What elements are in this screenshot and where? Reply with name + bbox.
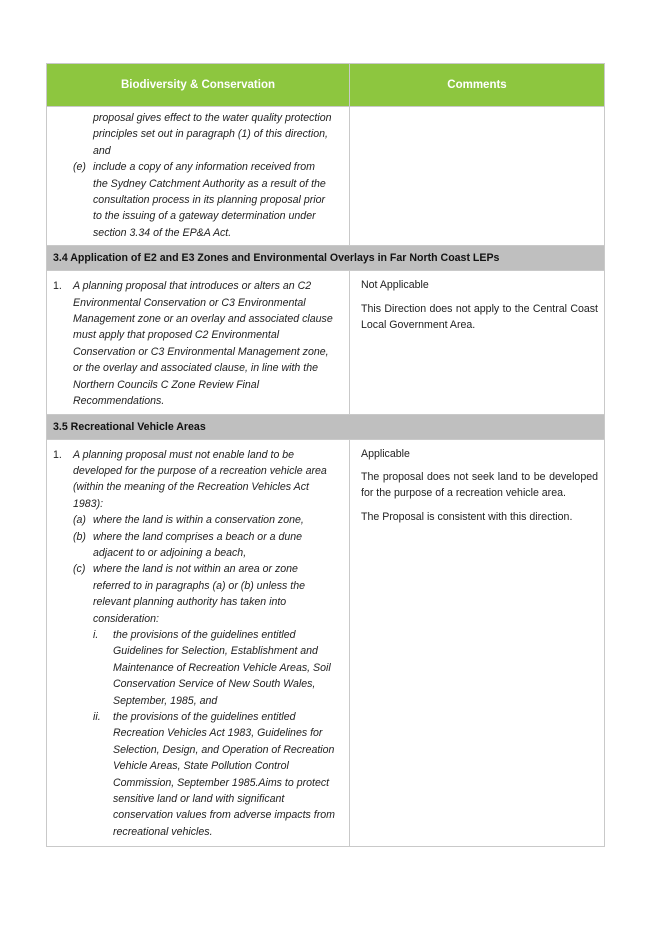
section-3-4-title: 3.4 Application of E2 and E3 Zones and Environmental Overlays in Far North Coast LEPs xyxy=(47,246,605,271)
item-line: developed for the purpose of a recreation vehicle area xyxy=(73,464,327,477)
item-line: Conservation or C3 Environmental Management zone, xyxy=(73,345,329,358)
sub-item-line: where the land is within a conservation zone, xyxy=(93,514,304,527)
comment-text: This Direction does not apply to the Central Coast Local Government Area. xyxy=(361,302,598,332)
roman-item-line: Maintenance of Recreation Vehicle Areas, Soil xyxy=(113,661,331,674)
sub-item-a xyxy=(53,512,343,528)
item-line: (within the meaning of the Recreation Vehicles Act xyxy=(73,481,309,494)
sub-item-b xyxy=(53,529,343,562)
roman-item-text xyxy=(113,709,335,840)
item-text xyxy=(73,278,333,409)
roman-item-ii xyxy=(53,709,343,840)
section-3-5-item xyxy=(53,447,343,513)
item-e-text xyxy=(93,159,326,241)
sub-item-line: where the land comprises a beach or a dune xyxy=(93,530,303,543)
item-e-line: the Sydney Catchment Authority as a result of the xyxy=(93,177,326,190)
roman-item-line: the provisions of the guidelines entitled xyxy=(113,711,296,723)
item-line: A planning proposal must not enable land to be xyxy=(73,448,295,461)
continuation-line: and xyxy=(93,144,111,157)
roman-item-label: i. xyxy=(93,628,99,641)
item-line: Management zone or an overlay and associated clause xyxy=(73,313,333,326)
continuation-comment-cell xyxy=(350,107,605,246)
item-line: A planning proposal that introduces or alters an C2 xyxy=(73,280,312,293)
item-number: 1. xyxy=(53,280,62,293)
table-header-row xyxy=(47,64,605,107)
section-3-4-item xyxy=(53,278,343,409)
item-e xyxy=(53,159,343,241)
continuation-cell xyxy=(47,107,350,246)
sub-item-line: referred to in paragraphs (a) or (b) unless the xyxy=(93,579,305,592)
sub-item-line: adjacent to or adjoining a beach, xyxy=(93,546,247,559)
continuation-line: principles set out in paragraph (1) of this direction, xyxy=(93,128,328,141)
sub-item-label: (b) xyxy=(73,530,86,543)
item-text xyxy=(73,447,327,513)
item-number: 1. xyxy=(53,448,62,461)
table-row xyxy=(47,107,605,246)
sub-item-text xyxy=(93,561,305,627)
section-3-4-direction-cell xyxy=(47,271,350,414)
item-e-line: consultation process in its planning proposal prior xyxy=(93,194,326,207)
item-line: Recommendations. xyxy=(73,395,165,408)
roman-item-line: recreational vehicles. xyxy=(113,825,213,838)
section-heading-row xyxy=(47,246,605,271)
roman-item-line: the provisions of the guidelines entitled xyxy=(113,628,296,641)
header-biodiversity: Biodiversity & Conservation xyxy=(47,64,350,107)
roman-item-line: Conservation Service of New South Wales, xyxy=(113,678,316,691)
policy-table xyxy=(46,63,605,847)
comment-status: Applicable xyxy=(361,447,410,460)
item-line: Northern Councils C Zone Review Final xyxy=(73,378,260,391)
sub-item-label: (a) xyxy=(73,514,86,527)
sub-item-line: where the land is not within an area or zone xyxy=(93,563,298,576)
item-line: Environmental Conservation or C3 Environmental xyxy=(73,296,306,309)
sub-item-label: (c) xyxy=(73,563,86,576)
continuation-line: proposal gives effect to the water quality protection xyxy=(93,112,332,124)
table-row xyxy=(47,439,605,847)
item-line: 1983): xyxy=(73,497,104,510)
roman-item-line: Selection, Design, and Operation of Recreation xyxy=(113,743,335,756)
section-3-4-comment-cell xyxy=(350,271,605,414)
roman-item-line: sensitive land or land with significant xyxy=(113,793,285,806)
roman-item-line: Recreation Vehicles Act 1983, Guidelines for xyxy=(113,727,323,740)
item-e-line: section 3.34 of the EP&A Act. xyxy=(93,226,232,239)
roman-item-line: September, 1985, and xyxy=(113,694,218,707)
sub-item-text xyxy=(93,512,304,528)
roman-item-text xyxy=(113,627,331,709)
item-line: must apply that proposed C2 Environmental xyxy=(73,329,280,342)
comment-text: The Proposal is consistent with this direction. xyxy=(361,510,573,523)
section-3-5-comment-cell xyxy=(350,439,605,847)
roman-item-line: Vehicle Areas, State Pollution Control xyxy=(113,760,289,773)
roman-item-label: ii. xyxy=(93,711,101,723)
roman-item-line: conservation values from adverse impacts from xyxy=(113,809,335,822)
sub-item-c xyxy=(53,561,343,627)
section-3-5-direction-cell xyxy=(47,439,350,847)
item-e-line: to the issuing of a gateway determination under xyxy=(93,210,316,223)
table-row xyxy=(47,271,605,414)
roman-item-line: Commission, September 1985.Aims to protect xyxy=(113,776,330,789)
item-e-line: include a copy of any information received from xyxy=(93,161,315,174)
roman-item-line: Guidelines for Selection, Establishment and xyxy=(113,645,318,658)
sub-item-text xyxy=(93,529,302,562)
section-3-5-title: 3.5 Recreational Vehicle Areas xyxy=(47,414,605,439)
item-e-label: (e) xyxy=(73,161,86,174)
sub-item-line: consideration: xyxy=(93,612,159,625)
roman-item-i xyxy=(53,627,343,709)
section-heading-row xyxy=(47,414,605,439)
comment-status: Not Applicable xyxy=(361,279,429,292)
item-line: or the overlay and associated clause, in line with the xyxy=(73,362,318,375)
comment-text: The proposal does not seek land to be developed for the purpose of a recreation vehicle area. xyxy=(361,470,598,500)
sub-item-line: relevant planning authority has taken into xyxy=(93,596,287,609)
header-comments: Comments xyxy=(350,64,605,107)
